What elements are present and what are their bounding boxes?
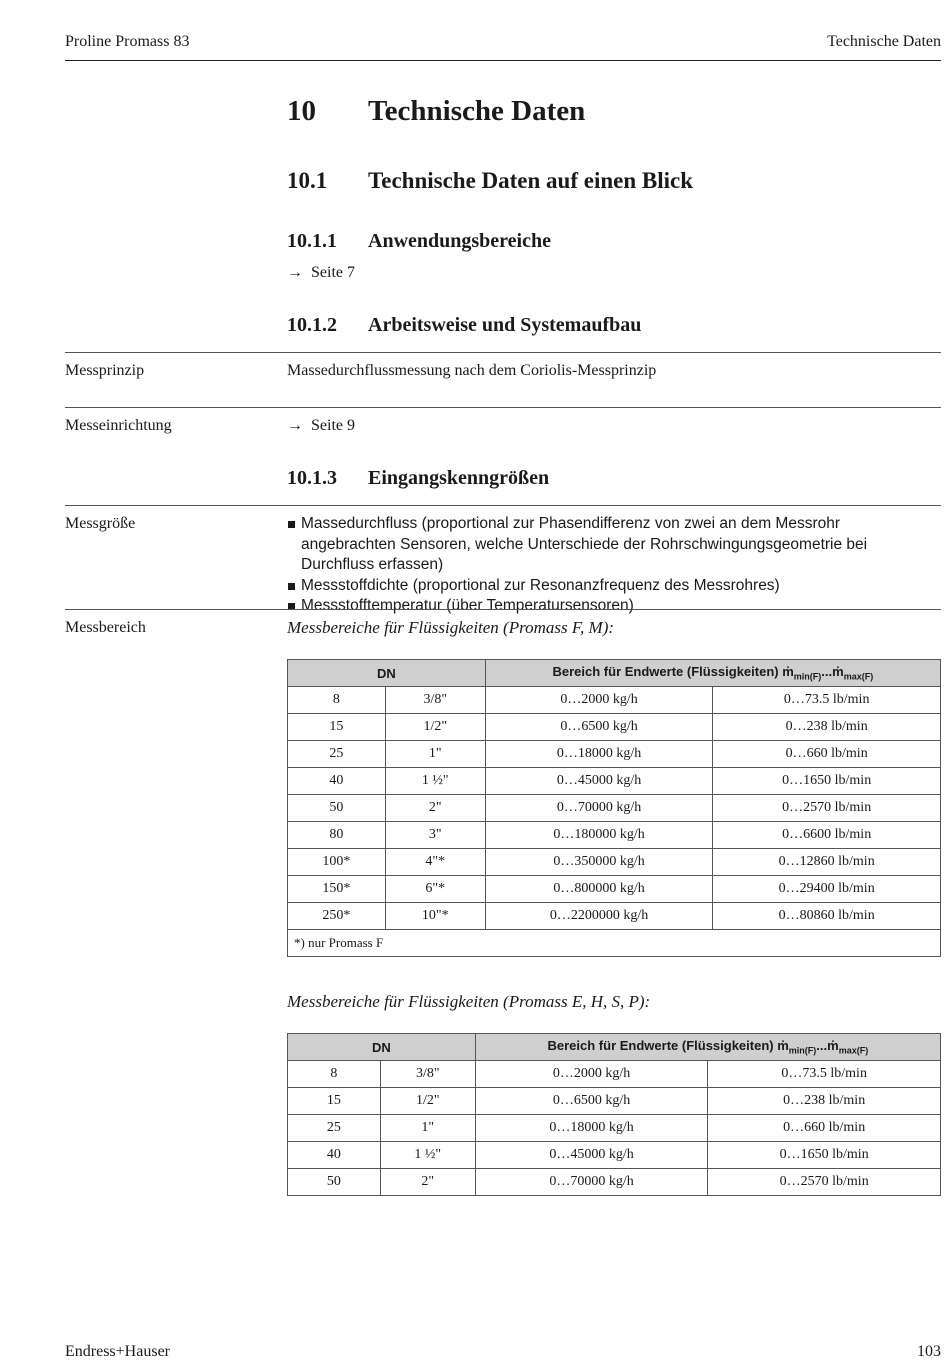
row-label-messeinrichtung: Messeinrichtung <box>65 417 172 434</box>
table-cell: 0…6600 lb/min <box>713 822 941 849</box>
table-cell: 0…660 lb/min <box>708 1115 941 1142</box>
table-row <box>288 1061 941 1088</box>
chapter-number: 10 <box>287 95 316 127</box>
header-dots: ...ṁ <box>816 1038 839 1054</box>
table-caption-promass-e-h-s-p: Messbereiche für Flüssigkeiten (Promass E, H, S, P): <box>287 992 651 1011</box>
table-cell: 50 <box>288 795 386 822</box>
table-cell: 2" <box>385 795 485 822</box>
table-cell: 150* <box>288 876 386 903</box>
table-row <box>288 768 941 795</box>
table-row <box>288 795 941 822</box>
row-label-messgroesse: Messgröße <box>65 515 136 532</box>
subsection-heading-arbeitsweise <box>287 314 641 337</box>
table-cell: 3/8" <box>385 687 485 714</box>
row-value-messprinzip: Massedurchflussmessung nach dem Coriolis-Messprinzip <box>287 362 657 379</box>
table-cell: 0…6500 kg/h <box>475 1088 708 1115</box>
table-header-row <box>288 1034 941 1061</box>
table-cell: 0…2570 lb/min <box>708 1169 941 1196</box>
subsection-number: 10.1.2 <box>287 314 337 336</box>
bullet-list <box>287 514 937 617</box>
subsection-number: 10.1.1 <box>287 230 337 252</box>
table-row <box>288 1088 941 1115</box>
table-cell: 0…70000 kg/h <box>475 1169 708 1196</box>
table-cell: 0…80860 lb/min <box>713 903 941 930</box>
table-row <box>288 714 941 741</box>
column-header-range <box>475 1034 940 1061</box>
header-sub-min: min(F) <box>788 1045 817 1056</box>
table-cell: 4"* <box>385 849 485 876</box>
table-cell: 0…2570 lb/min <box>713 795 941 822</box>
subsection-heading-eingang <box>287 467 549 490</box>
table-cell: 10"* <box>385 903 485 930</box>
table-cell: 0…29400 lb/min <box>713 876 941 903</box>
table-row <box>288 903 941 930</box>
table-cell: 40 <box>288 768 386 795</box>
divider <box>65 407 941 408</box>
subsection-heading-anwendung <box>287 230 551 253</box>
column-header-dn: DN <box>288 660 486 687</box>
table-cell: 0…70000 kg/h <box>485 795 713 822</box>
table-cell: 0…45000 kg/h <box>475 1142 708 1169</box>
bullet-list-container <box>287 514 937 617</box>
divider <box>65 505 941 506</box>
table-cell: 100* <box>288 849 386 876</box>
table-cell: 1/2" <box>380 1088 475 1115</box>
header-range-text: Bereich für Endwerte (Flüssigkeiten) ṁ <box>547 1038 789 1054</box>
table-cell: 0…73.5 lb/min <box>708 1061 941 1088</box>
header-sub-max: max(F) <box>838 1045 869 1056</box>
table-cell: 0…18000 kg/h <box>475 1115 708 1142</box>
column-header-dn: DN <box>288 1034 476 1061</box>
range-table-promass-f-m <box>287 659 941 957</box>
table-cell: 3/8" <box>380 1061 475 1088</box>
table-row <box>288 687 941 714</box>
table-row <box>288 1142 941 1169</box>
section-title: Technische Daten auf einen Blick <box>368 168 694 193</box>
page-reference-messeinrichtung <box>287 417 355 435</box>
table-cell: 0…660 lb/min <box>713 741 941 768</box>
subsection-title: Arbeitsweise und Systemaufbau <box>368 314 642 336</box>
table-cell: 80 <box>288 822 386 849</box>
divider <box>65 609 941 610</box>
table-cell: 250* <box>288 903 386 930</box>
table-cell: 0…18000 kg/h <box>485 741 713 768</box>
table-cell: 25 <box>288 1115 381 1142</box>
table-cell: 1" <box>380 1115 475 1142</box>
table-cell: 0…1650 lb/min <box>713 768 941 795</box>
table-cell: 8 <box>288 687 386 714</box>
table-footnote: *) nur Promass F <box>288 930 941 957</box>
table-cell: 40 <box>288 1142 381 1169</box>
right-arrow-icon: → <box>287 417 303 434</box>
table-caption-promass-f-m: Messbereiche für Flüssigkeiten (Promass F, M): <box>287 618 615 637</box>
table-row <box>288 822 941 849</box>
table-cell: 0…180000 kg/h <box>485 822 713 849</box>
chapter-heading <box>287 95 585 128</box>
table-cell: 0…2000 kg/h <box>475 1061 708 1088</box>
right-arrow-icon: → <box>287 264 303 281</box>
table-cell: 0…238 lb/min <box>713 714 941 741</box>
footer-brand: Endress+Hauser <box>65 1343 170 1360</box>
section-heading <box>287 168 693 194</box>
page-reference-anwendung <box>287 264 355 282</box>
header-chapter-title: Technische Daten <box>827 33 941 50</box>
table-cell: 8 <box>288 1061 381 1088</box>
header-range-text: Bereich für Endwerte (Flüssigkeiten) ṁ <box>552 664 794 680</box>
table-cell: 0…73.5 lb/min <box>713 687 941 714</box>
table-cell: 0…12860 lb/min <box>713 849 941 876</box>
table-header-row <box>288 660 941 687</box>
subsection-title: Anwendungsbereiche <box>368 230 551 252</box>
subsection-number: 10.1.3 <box>287 467 337 489</box>
subsection-title: Eingangskenngrößen <box>368 467 550 489</box>
page-header <box>65 30 941 61</box>
table-row <box>288 1115 941 1142</box>
column-header-range <box>485 660 940 687</box>
row-label-messbereich: Messbereich <box>65 619 146 636</box>
divider <box>65 352 941 353</box>
table-cell: 0…2000 kg/h <box>485 687 713 714</box>
table-cell: 15 <box>288 1088 381 1115</box>
table-cell: 0…350000 kg/h <box>485 849 713 876</box>
row-label-messprinzip: Messprinzip <box>65 362 145 379</box>
table-cell: 6"* <box>385 876 485 903</box>
table-cell: 50 <box>288 1169 381 1196</box>
range-table-promass-e-h-s-p <box>287 1033 941 1196</box>
list-item: Messstoffdichte (proportional zur Resonanzfrequenz des Messrohres) <box>287 576 937 597</box>
table-row <box>288 876 941 903</box>
table-row <box>288 1169 941 1196</box>
table-cell: 15 <box>288 714 386 741</box>
page-number: 103 <box>917 1343 941 1360</box>
table-cell: 3" <box>385 822 485 849</box>
table-cell: 0…1650 lb/min <box>708 1142 941 1169</box>
chapter-title: Technische Daten <box>368 95 586 127</box>
table-row <box>288 741 941 768</box>
header-dots: ...ṁ <box>821 664 844 680</box>
table-cell: 0…6500 kg/h <box>485 714 713 741</box>
page-reference-link: Seite 9 <box>311 417 355 434</box>
table-cell: 0…800000 kg/h <box>485 876 713 903</box>
list-item: Massedurchfluss (proportional zur Phasendifferenz von zwei an dem Messrohr angebrachten Sensoren, welche Unterschiede der Rohrschwingungsgeometrie bei Durchfluss erfassen) <box>287 514 937 576</box>
table-cell: 2" <box>380 1169 475 1196</box>
page-reference-link: Seite 7 <box>311 264 355 281</box>
list-item: Messstofftemperatur (über Temperatursensoren) <box>287 596 937 617</box>
header-product-name: Proline Promass 83 <box>65 33 190 50</box>
table-cell: 1/2" <box>385 714 485 741</box>
table-footnote-row <box>288 930 941 957</box>
table-row <box>288 849 941 876</box>
table-cell: 1" <box>385 741 485 768</box>
header-sub-max: max(F) <box>843 671 874 682</box>
table-cell: 0…238 lb/min <box>708 1088 941 1115</box>
table-cell: 1 ½" <box>380 1142 475 1169</box>
section-number: 10.1 <box>287 168 328 193</box>
table-cell: 0…2200000 kg/h <box>485 903 713 930</box>
table-cell: 0…45000 kg/h <box>485 768 713 795</box>
header-sub-min: min(F) <box>793 671 822 682</box>
table-cell: 1 ½" <box>385 768 485 795</box>
table-cell: 25 <box>288 741 386 768</box>
